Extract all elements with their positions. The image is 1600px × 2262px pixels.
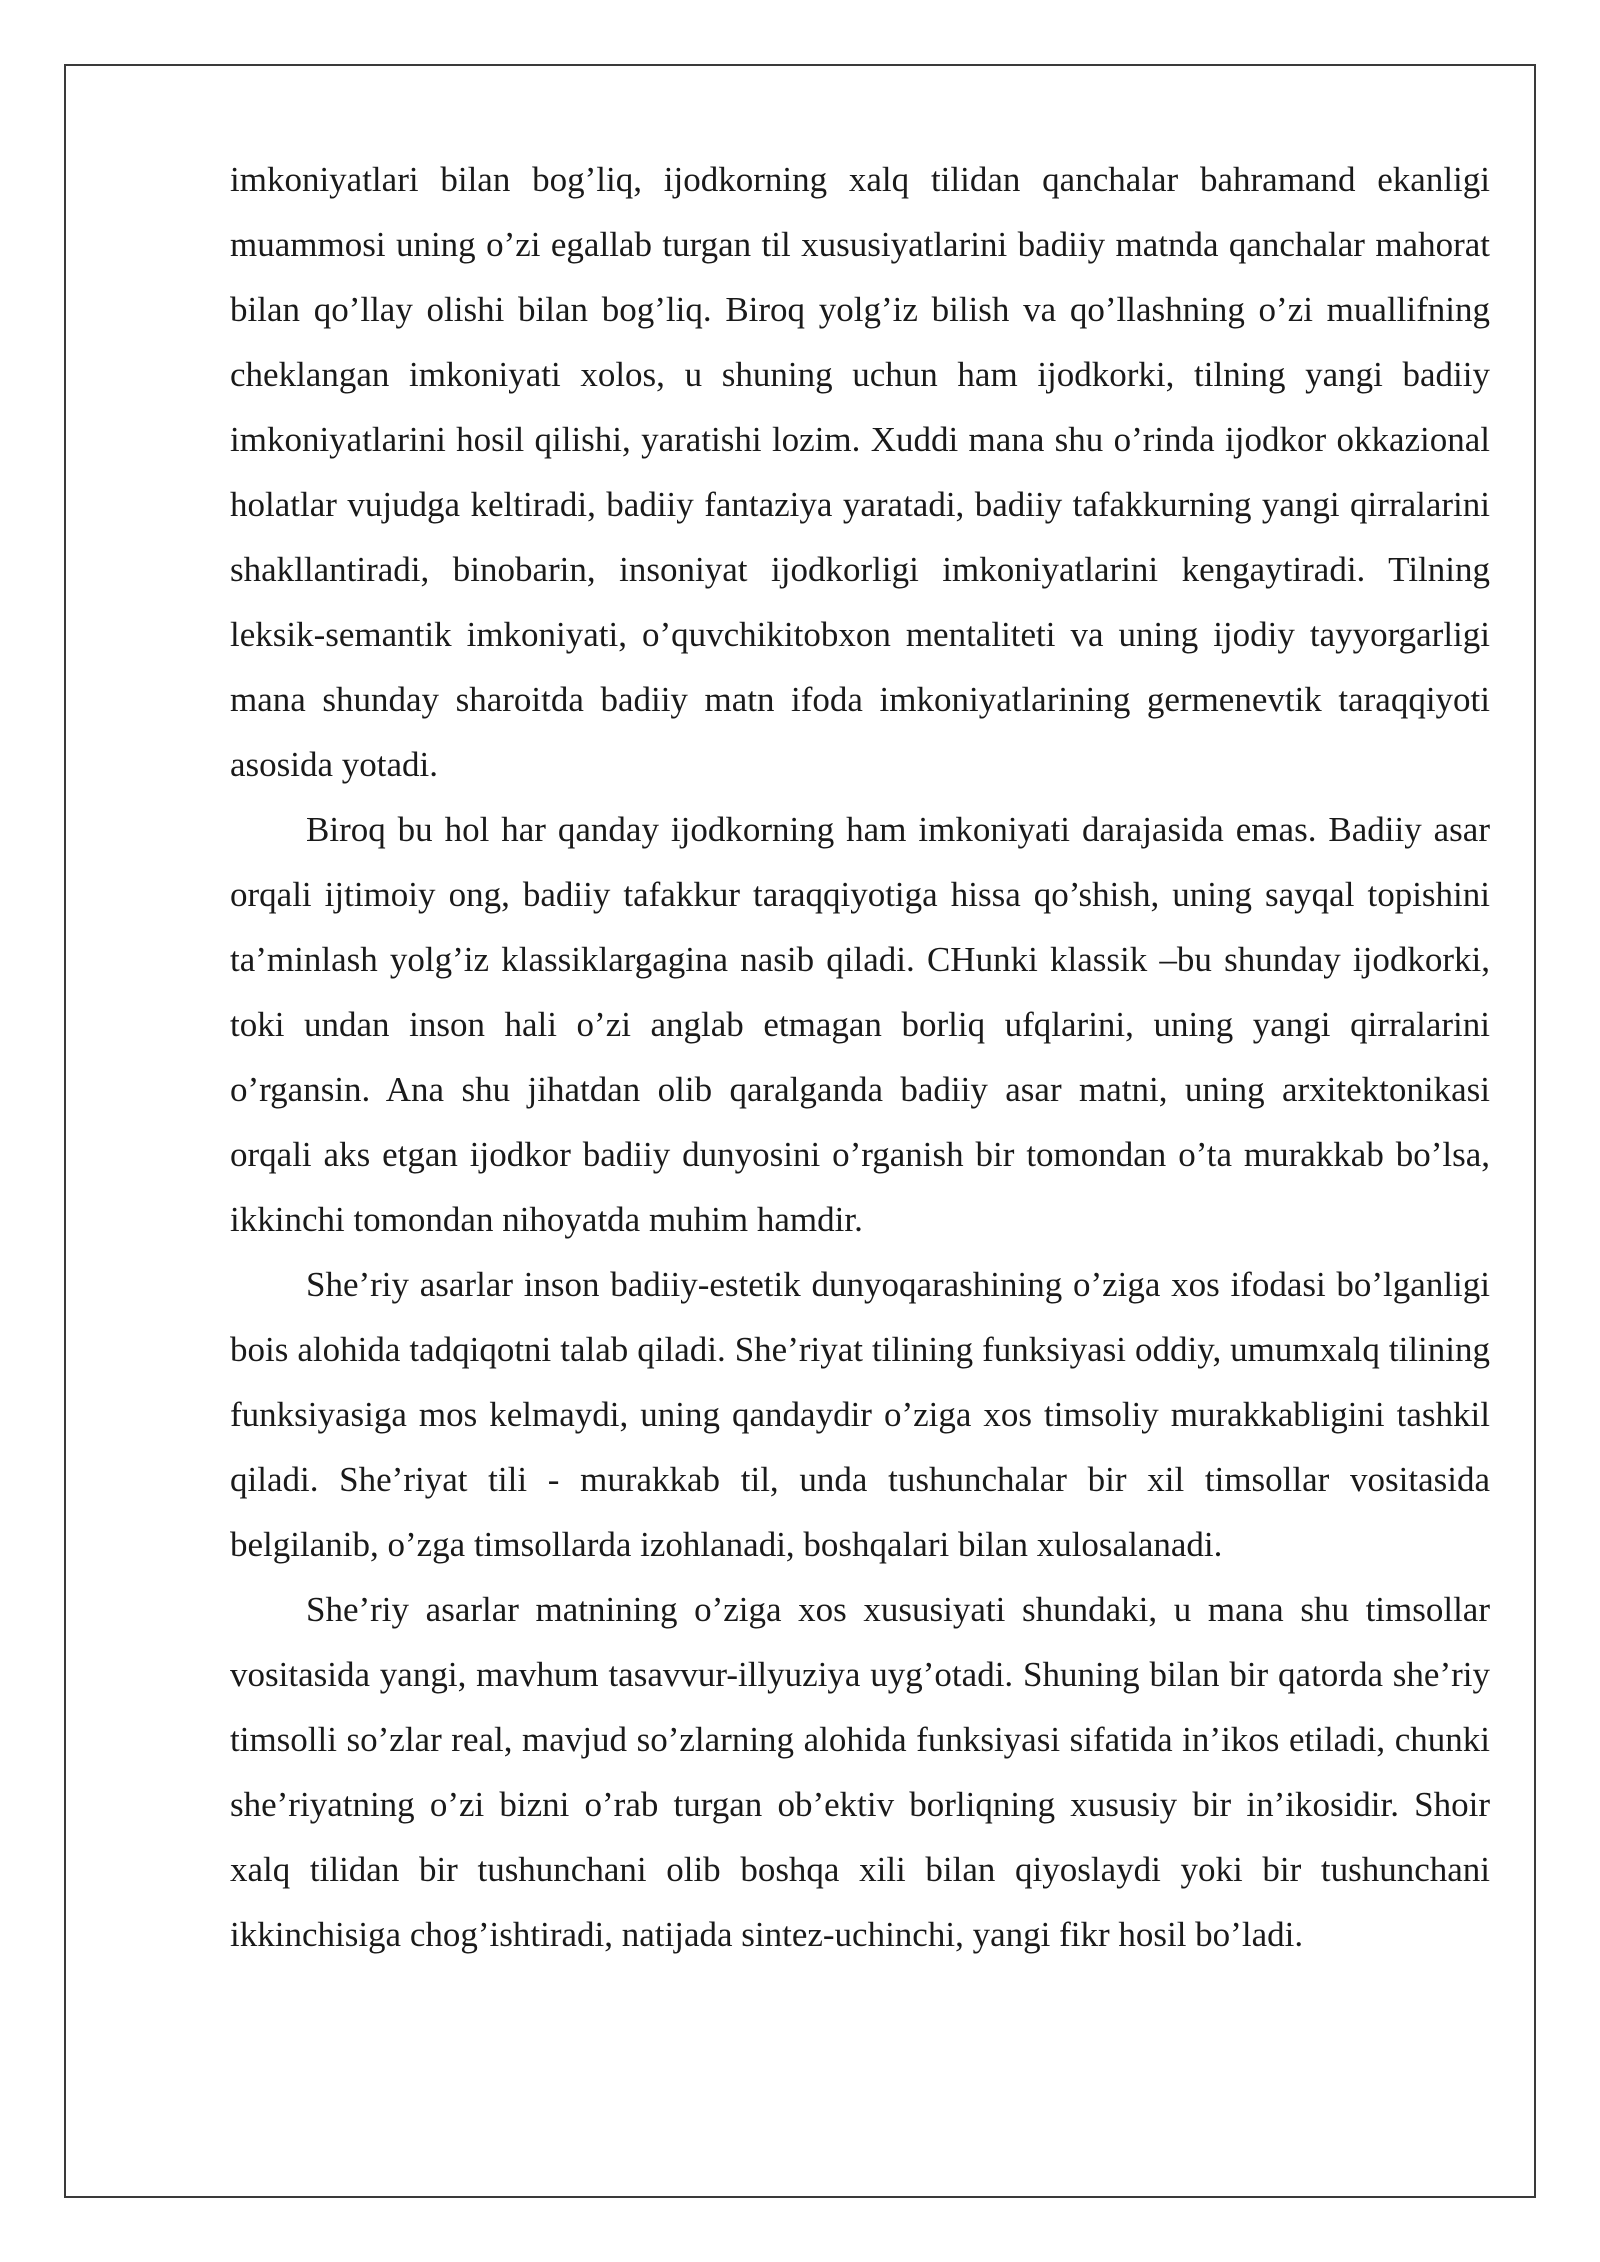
document-body [230,147,1490,1967]
paragraph-1: imkoniyatlari bilan bog’liq, ijodkorning xalq tilidan qanchalar bahramand ekanligi muammosi uning o’zi egallab turgan til xususiyatlarini badiiy matnda qanchalar mahorat bilan qo’llay olishi bilan bog’liq. Biroq yolg’iz bilish va qo’llashning o’zi muallifning cheklangan imkoniyati xolos, u shuning uchun ham ijodkorki, tilning yangi badiiy imkoniyatlarini hosil qilishi, yaratishi lozim. Xuddi mana shu o’rinda ijodkor okkazional holatlar vujudga keltiradi, badiiy fantaziya yaratadi, badiiy tafakkurning yangi qirralarini shakllantiradi, binobarin, insoniyat ijodkorligi imkoniyatlarini kengaytiradi. Tilning leksik-semantik imkoniyati, o’quvchikitobxon mentaliteti va uning ijodiy tayyorgarligi mana shunday sharoitda badiiy matn ifoda imkoniyatlarining germenevtik taraqqiyoti asosida yotadi. [230,160,1490,784]
paragraph-2: Biroq bu hol har qanday ijodkorning ham imkoniyati darajasida emas. Badiiy asar orqali ijtimoiy ong, badiiy tafakkur taraqqiyotiga hissa qo’shish, uning sayqal topishini ta’minlash yolg’iz klassiklargagina nasib qiladi. CHunki klassik –bu shunday ijodkorki, toki undan inson hali o’zi anglab etmagan borliq ufqlarini, uning yangi qirralarini o’rgansin. Ana shu jihatdan olib qaralganda badiiy asar matni, uning arxitektonikasi orqali aks etgan ijodkor badiiy dunyosini o’rganish bir tomondan o’ta murakkab bo’lsa, ikkinchi tomondan nihoyatda muhim hamdir. [230,810,1490,1239]
paragraph-3: She’riy asarlar inson badiiy-estetik dunyoqarashining o’ziga xos ifodasi bo’lganligi bois alohida tadqiqotni talab qiladi. She’riyat tilining funksiyasi oddiy, umumxalq tilining funksiyasiga mos kelmaydi, uning qandaydir o’ziga xos timsoliy murakkabligini tashkil qiladi. She’riyat tili - murakkab til, unda tushunchalar bir xil timsollar vositasida belgilanib, o’zga timsollarda izohlanadi, boshqalari bilan xulosalanadi. [230,1265,1490,1564]
paragraph-4: She’riy asarlar matnining o’ziga xos xususiyati shundaki, u mana shu timsollar vositasida yangi, mavhum tasavvur-illyuziya uyg’otadi. Shuning bilan bir qatorda she’riy timsolli so’zlar real, mavjud so’zlarning alohida funksiyasi sifatida in’ikos etiladi, chunki she’riyatning o’zi bizni o’rab turgan ob’ektiv borliqning xususiy bir in’ikosidir. Shoir xalq tilidan bir tushunchani olib boshqa xili bilan qiyoslaydi yoki bir tushunchani ikkinchisiga chog’ishtiradi, natijada sintez-uchinchi, yangi fikr hosil bo’ladi. [230,1590,1490,1954]
